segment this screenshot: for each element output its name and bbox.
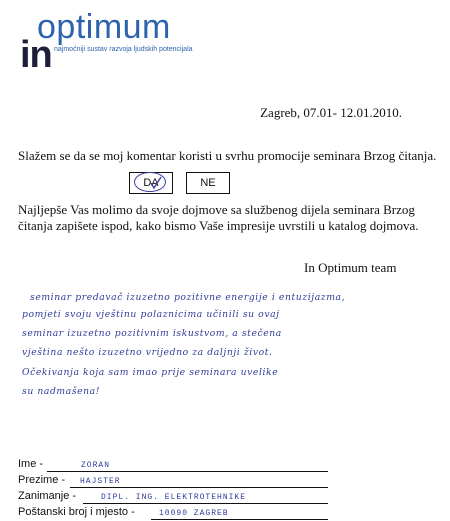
yes-option-label: DA (143, 177, 159, 189)
comment-line: su nadmašena! (22, 386, 101, 397)
comment-line: seminar izuzetno pozitivnim iskustvom, a stečena (22, 328, 282, 339)
request-text: Najljepše Vas molimo da svoje dojmove sa službenog dijela seminara Brzog čitanja zapišete ispod, kako bismo Vaše impresije uvrstili u katalog dojmova. (18, 202, 419, 233)
consent-text: Slažem se da se moj komentar koristi u svrhu promocije seminara Brzog čitanja. (18, 148, 437, 163)
no-option-label: NE (200, 177, 216, 189)
logo-prefix: in (20, 34, 52, 76)
occupation-field[interactable] (83, 490, 328, 504)
logo-tagline: najmoćniji sustav razvoja ljudskih potencijala (54, 46, 193, 53)
comment-line: Očekivanja koja sam imao prije seminara uvelike (22, 367, 279, 378)
first-name-value: ZORAN (81, 461, 111, 470)
postal-value: 10090 ZAGREB (159, 509, 229, 518)
no-option-box[interactable] (186, 172, 230, 194)
postal-field[interactable] (151, 506, 328, 520)
logo-name: optimum (37, 8, 171, 46)
comment-line: pomjeti svoju vještinu polaznicima učinili su ovaj (22, 309, 280, 320)
postal-label: Poštanski broj i mjesto - (18, 506, 135, 518)
comment-line: seminar predavač izuzetno pozitivne energije i entuzijazma, (30, 292, 346, 303)
occupation-value: DIPL. ING. ELEKTROTEHNIKE (101, 493, 247, 502)
comment-line: vještina nešto izuzetno vrijedno za daljnji život. (22, 347, 273, 358)
date-line: Zagreb, 07.01- 12.01.2010. (260, 105, 402, 120)
first-name-label: Ime - (18, 458, 44, 470)
first-name-field[interactable] (47, 458, 328, 472)
last-name-value: HAJSTER (80, 477, 121, 486)
checkmark-icon (150, 176, 162, 190)
last-name-label: Prezime - (18, 474, 66, 486)
occupation-label: Zanimanje - (18, 490, 77, 502)
optimum-logo (20, 8, 220, 76)
team-signature: In Optimum team (304, 260, 397, 275)
last-name-field[interactable] (70, 474, 328, 488)
